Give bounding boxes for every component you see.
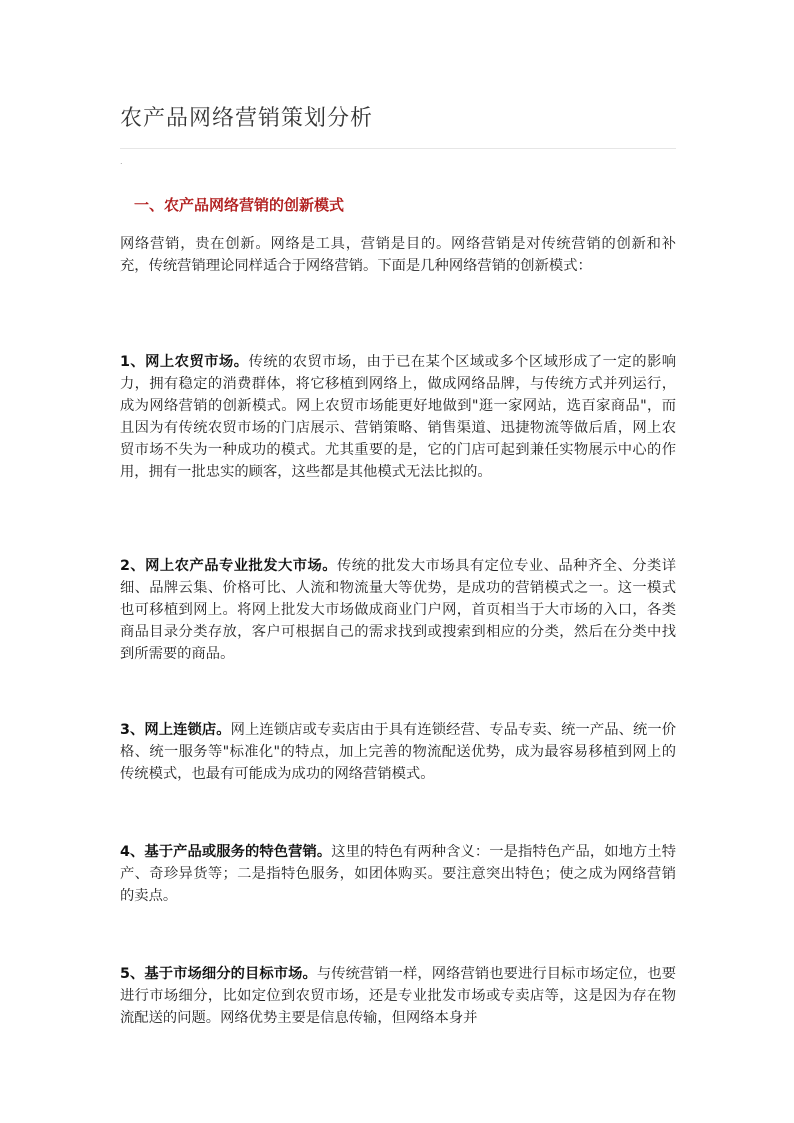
item-lead-4: 4、基于产品或服务的特色营销。 — [120, 844, 332, 860]
item-text-3: 网上连锁店或专卖店由于具有连锁经营、专品专卖、统一产品、统一价格、统一服务等"标准化"的特点，加上完善的物流配送优势，成为最容易移植到网上的传统模式，也最有可能成为成功的网络营销模式。 — [120, 722, 676, 782]
item-paragraph-4 — [120, 841, 676, 907]
intro-paragraph: 网络营销，贵在创新。网络是工具，营销是目的。网络营销是对传统营销的创新和补充，传统营销理论同样适合于网络营销。下面是几种网络营销的创新模式： — [120, 236, 676, 274]
title-divider — [120, 148, 676, 149]
document-title: 农产品网络营销策划分析 — [120, 106, 374, 131]
item-text-4: 这里的特色有两种含义：一是指特色产品，如地方土特产、奇珍异货等；二是指特色服务，如团体购买。要注意突出特色；使之成为网络营销的卖点。 — [120, 844, 676, 904]
item-text-2: 传统的批发大市场具有定位专业、品种齐全、分类详细、品牌云集、价格可比、人流和物流量大等优势，是成功的营销模式之一。这一模式也可移植到网上。将网上批发大市场做成商业门户网，首页相当于大市场的入口，各类商品目录分类存放，客户可根据自己的需求找到或搜索到相应的分类，然后在分类中找到所需要的商品。 — [120, 558, 677, 662]
item-lead-5: 5、基于市场细分的目标市场。 — [120, 966, 317, 982]
item-text-1: 传统的农贸市场，由于已在某个区域或多个区域形成了一定的影响力，拥有稳定的消费群体，将它移植到网络上，做成网络品牌，与传统方式并列运行，成为网络营销的创新模式。网上农贸市场能更好地做到"逛一家网站，选百家商品"，而且因为有传统农贸市场的门店展示、营销策略、销售渠道、迅捷物流等做后盾，网上农贸市场不失为一种成功的模式。尤其重要的是，它的门店可起到兼任实物展示中心的作用，拥有一批忠实的顾客，这些都是其他模式无法比拟的。 — [120, 354, 677, 480]
item-paragraph-3 — [120, 719, 676, 785]
item-paragraph-5 — [120, 963, 676, 1029]
item-text-5: 与传统营销一样，网络营销也要进行目标市场定位，也要进行市场细分，比如定位到农贸市场，还是专业批发市场或专卖店等，这是因为存在物流配送的问题。网络优势主要是信息传输，但网络本身并 — [120, 966, 676, 1026]
section-heading: 一、农产品网络营销的创新模式 — [134, 196, 345, 214]
item-lead-2: 2、网上农产品专业批发大市场。 — [120, 558, 338, 574]
item-lead-1: 1、网上农贸市场。 — [120, 354, 249, 370]
item-paragraph-2 — [120, 555, 676, 665]
item-lead-3: 3、网上连锁店。 — [120, 722, 231, 738]
dot-mark: . — [120, 157, 123, 166]
item-paragraph-1 — [120, 351, 676, 483]
